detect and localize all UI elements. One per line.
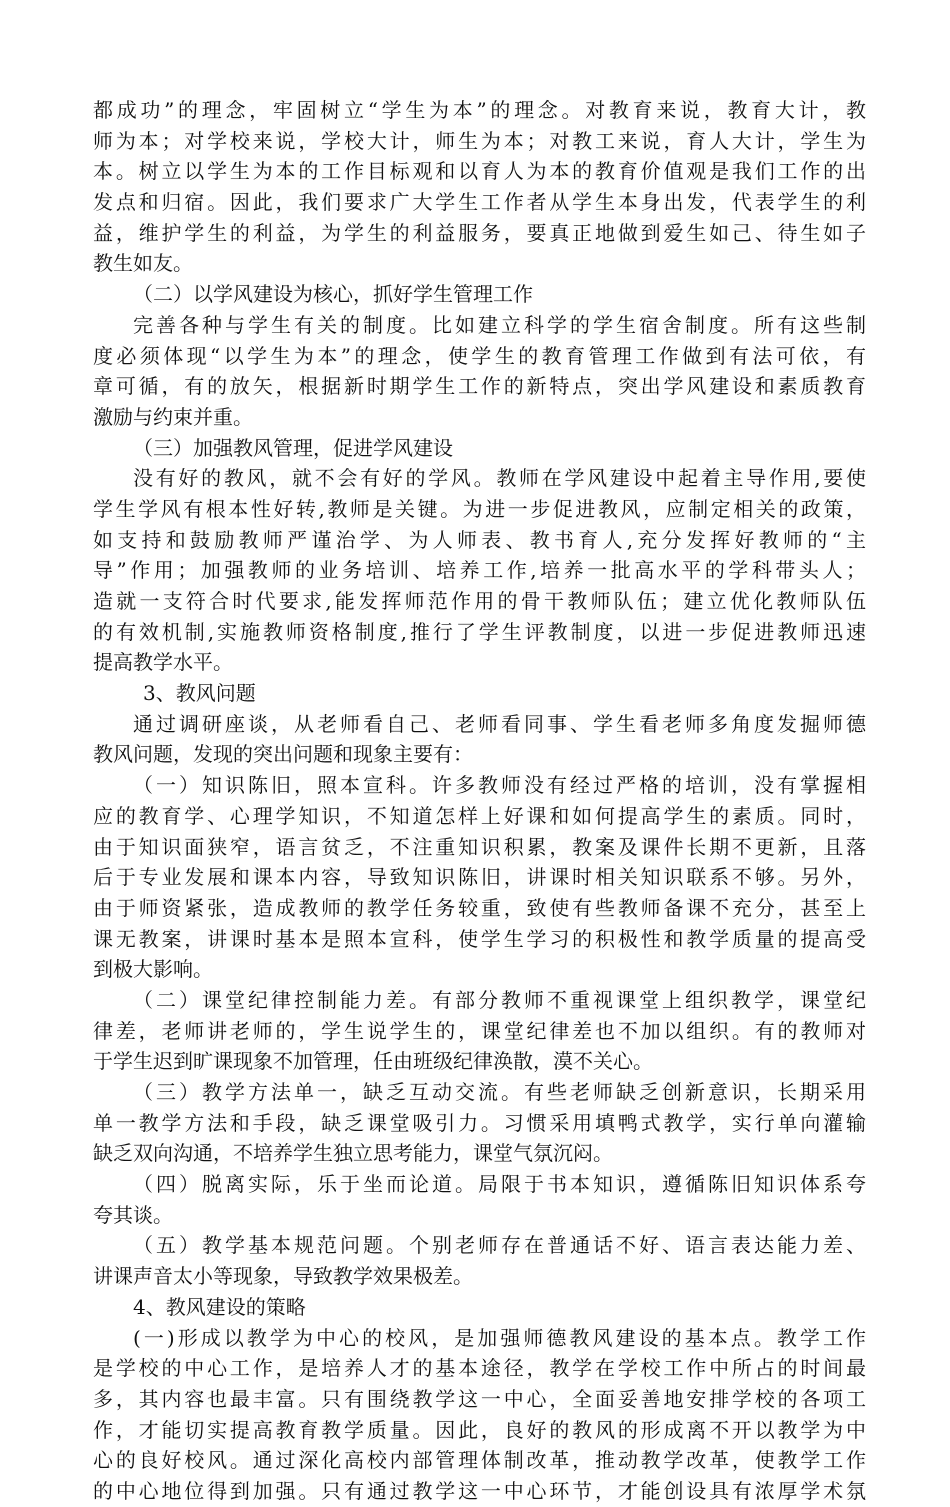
text-line: 益，维护学生的利益，为学生的利益服务，要真正地做到爱生如己、待生如子 — [93, 220, 866, 245]
text-line: (一)形成以教学为中心的校风，是加强师德教风建设的基本点。教学工作 — [133, 1325, 866, 1350]
text-line: 由于知识面狭窄，语言贫乏，不注重知识积累，教案及课件长期不更新，且落 — [93, 834, 866, 859]
text-line: 激励与约束并重。 — [93, 404, 253, 429]
text-line: 教生如友。 — [93, 251, 193, 276]
text-line: （四）脱离实际，乐于坐而论道。局限于书本知识，遵循陈旧知识体系夸 — [133, 1172, 866, 1197]
text-line: 发点和归宿。因此，我们要求广大学生工作者从学生本身出发，代表学生的利 — [93, 190, 866, 215]
text-line: （二）以学风建设为核心，抓好学生管理工作 — [133, 282, 533, 307]
text-line: 4、教风建设的策略 — [133, 1294, 306, 1319]
text-line: 夸其谈。 — [93, 1202, 173, 1227]
text-line: 如支持和鼓励教师严谨治学、为人师表、教书育人,充分发挥好教师的“主 — [93, 527, 866, 552]
text-line: 应的教育学、心理学知识，不知道怎样上好课和如何提高学生的素质。同时， — [93, 803, 866, 828]
text-line: 由于师资紧张，造成教师的教学任务较重，致使有些教师备课不充分，甚至上 — [93, 895, 866, 920]
text-line: 单一教学方法和手段，缺乏课堂吸引力。习惯采用填鸭式教学，实行单向灌输 — [93, 1110, 866, 1135]
text-line: 于学生迟到旷课现象不加管理，任由班级纪律涣散，漠不关心。 — [93, 1049, 653, 1074]
text-line: 后于专业发展和课本内容，导致知识陈旧，讲课时相关知识联系不够。另外， — [93, 865, 866, 890]
text-line: 本。树立以学生为本的工作目标观和以育人为本的教育价值观是我们工作的出 — [93, 159, 866, 184]
text-line: 通过调研座谈，从老师看自己、老师看同事、学生看老师多角度发掘师德 — [133, 711, 866, 736]
text-line: 作，才能切实提高教育教学质量。因此，良好的教风的形成离不开以教学为中 — [93, 1417, 866, 1442]
text-line: 造就一支符合时代要求,能发挥师范作用的骨干教师队伍；建立优化教师队伍 — [93, 589, 866, 613]
text-line: 都成功”的理念，牢固树立“学生为本”的理念。对教育来说，教育大计，教 — [93, 98, 866, 122]
text-line: 3、教风问题 — [143, 681, 256, 706]
text-line: 度必须体现“以学生为本”的理念，使学生的教育管理工作做到有法可依，有 — [93, 343, 866, 368]
text-line: 师为本；对学校来说，学校大计，师生为本；对教工来说，育人大计，学生为 — [93, 128, 866, 153]
text-line: 是学校的中心工作，是培养人才的基本途径，教学在学校工作中所占的时间最 — [93, 1356, 866, 1381]
text-line: 学生学风有根本性好转,教师是关键。为进一步促进教风，应制定相关的政策， — [93, 496, 866, 521]
text-line: 的中心地位得到加强。只有通过教学这一中心环节，才能创设具有浓厚学术氛 — [93, 1478, 866, 1503]
text-line: 导”作用；加强教师的业务培训、培养工作,培养一批高水平的学科带头人； — [93, 558, 866, 583]
text-line: 到极大影响。 — [93, 957, 213, 982]
text-line: 缺乏双向沟通，不培养学生独立思考能力，课堂气氛沉闷。 — [93, 1141, 613, 1166]
text-line: （三）加强教风管理，促进学风建设 — [133, 435, 453, 460]
text-line: 心的良好校风。通过深化高校内部管理体制改革，推动教学改革，使教学工作 — [93, 1448, 866, 1473]
text-line: 多，其内容也最丰富。只有围绕教学这一中心，全面妥善地安排学校的各项工 — [93, 1386, 866, 1411]
text-line: （三）教学方法单一，缺乏互动交流。有些老师缺乏创新意识，长期采用 — [133, 1080, 866, 1104]
text-line: （一）知识陈旧，照本宣科。许多教师没有经过严格的培训，没有掌握相 — [133, 773, 866, 798]
text-line: 的有效机制,实施教师资格制度,推行了学生评教制度，以进一步促进教师迅速 — [93, 619, 866, 644]
text-line: 章可循，有的放矢，根据新时期学生工作的新特点，突出学风建设和素质教育 — [93, 374, 866, 399]
text-line: 律差，老师讲老师的，学生说学生的，课堂纪律差也不加以组织。有的教师对 — [93, 1018, 866, 1043]
text-line: 课无教案，讲课时基本是照本宣科，使学生学习的积极性和教学质量的提高受 — [93, 926, 866, 951]
text-line: （五）教学基本规范问题。个别老师存在普通话不好、语言表达能力差、 — [133, 1233, 866, 1258]
text-line: 完善各种与学生有关的制度。比如建立科学的学生宿舍制度。所有这些制 — [133, 312, 866, 337]
text-line: （二）课堂纪律控制能力差。有部分教师不重视课堂上组织教学，课堂纪 — [133, 987, 866, 1012]
text-line: 教风问题，发现的突出问题和现象主要有： — [93, 742, 473, 767]
text-line: 没有好的教风，就不会有好的学风。教师在学风建设中起着主导作用,要使 — [133, 466, 866, 491]
document-body — [93, 95, 866, 1507]
text-line: 提高教学水平。 — [93, 650, 233, 675]
text-line: 讲课声音太小等现象，导致教学效果极差。 — [93, 1264, 473, 1289]
